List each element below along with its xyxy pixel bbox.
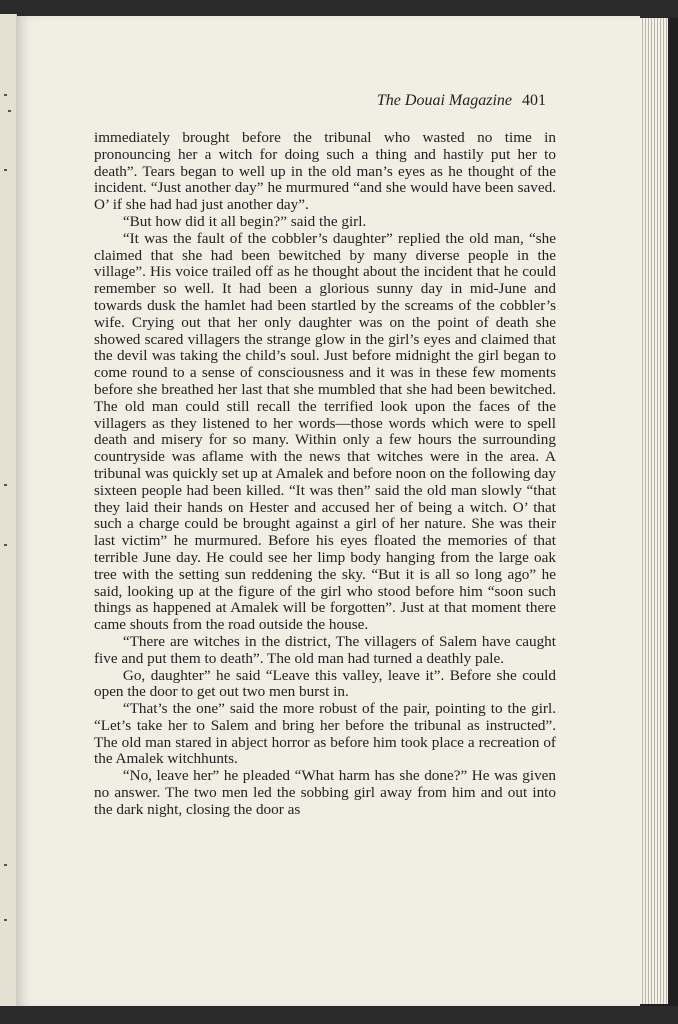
paragraph: “That’s the one” said the more robust of the pair, pointing to the girl. “Let’s take her to Salem and bring her before the tribunal as instructed”. The old man stared in abject horror as before him took place a recreation of the Amalek witchhunts.	[94, 700, 556, 768]
margin-mark	[4, 864, 7, 866]
margin-mark	[4, 544, 7, 546]
paragraph: “But how did it all begin?” said the girl.	[122, 212, 367, 230]
paragraph: immediately brought before the tribunal who wasted no time in pronouncing her a witch for doing such a thing and hastily put her to death”. Tears began to well up in the old man’s eyes as he thought of the incident. “Just another day” he murmured “and she would have been saved. O’ if she had had just another day”.	[94, 129, 556, 214]
margin-mark	[8, 110, 11, 112]
margin-mark	[4, 169, 7, 171]
scan-border-bottom	[0, 1006, 678, 1024]
margin-mark	[4, 484, 7, 486]
margin-mark	[4, 94, 7, 96]
page-stack-edges	[640, 18, 668, 1004]
page-number: 401	[522, 92, 546, 109]
paragraph: “There are witches in the district, The villagers of Salem have caught five and put them to death”. The old man had turned a deathly pale.	[94, 632, 556, 667]
margin-mark	[4, 919, 7, 921]
paragraph: “It was the fault of the cobbler’s daughter” replied the old man, “she claimed that she had been bewitched by many diverse people in the village”. His voice trailed off as he thought about the incident that he could remember so well. It had been a glorious sunny day in mid-June and towards dusk the hamlet had been startled by the screams of the cobbler’s wife. Crying out that her only daughter was on the point of death she showed scared villagers the strange glow in the girl’s eyes and claimed that the devil was taking the child’s soul. Just before midnight the girl began to come round to a sense of consciousness and it was in these few moments before she breathed her last that she mumbled that she had been bewitched. The old man could still recall the terrified look upon the faces of the villagers as they listened to her words—those words which were to spell death and misery for so many. Within only a few hours the surrounding countryside was aflame with the news that witches were in the area. A tribunal was quickly set up at Amalek and before noon on the following day sixteen people had been killed. “It was then” said the old man slowly “that they laid their hands on Hester and accused her of being a witch. O’ that such a charge could be brought against a girl of her nature. She was their last victim” he murmured. Before his eyes floated the memories of that terrible June day. He could see her limp body hanging from the large oak tree with the setting sun reddening the sky. “But it is all so long ago” he said, looking up at the figure of the girl who stood before him “soon such things as happened at Amalek will be forgotten”. Just at that moment there came shouts from the road outside the house.	[94, 229, 556, 634]
running-header	[377, 92, 546, 110]
paragraph: “No, leave her” he pleaded “What harm has she done?” He was given no answer. The two men led the sobbing girl away from him and out into the dark night, closing the door as	[94, 767, 556, 818]
article-body	[94, 130, 556, 819]
magazine-title: The Douai Magazine	[376, 92, 512, 109]
paragraph: Go, daughter” he said “Leave this valley, leave it”. Before she could open the door to get out two men burst in.	[94, 666, 556, 701]
facing-page-edge	[0, 14, 17, 1008]
